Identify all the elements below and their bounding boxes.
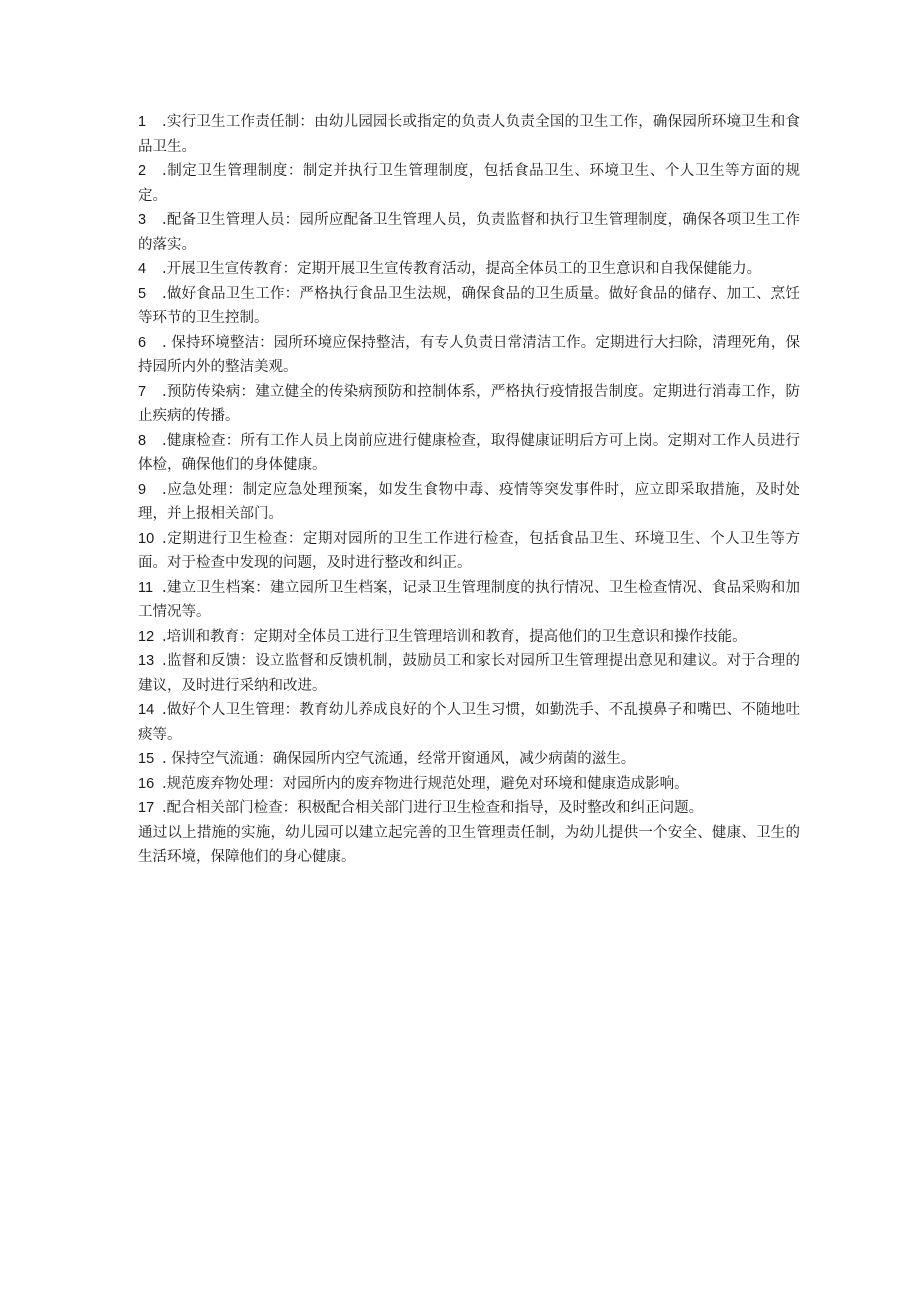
item-text: .监督和反馈：设立监督和反馈机制，鼓励员工和家长对园所卫生管理提出意见和建议。对于合理的建议，及时进行采纳和改进。: [138, 653, 800, 694]
item-text: .制定卫生管理制度：制定并执行卫生管理制度，包括食品卫生、环境卫生、个人卫生等方面的规定。: [138, 163, 800, 204]
item-text: .预防传染病：建立健全的传染病预防和控制体系，严格执行疫情报告制度。定期进行消毒工作，防止疾病的传播。: [138, 383, 800, 424]
item-number: 12: [138, 628, 155, 645]
item-number: 4: [138, 261, 147, 277]
item-text: .实行卫生工作责任制：由幼儿园园长或指定的负责人负责全国的卫生工作，确保园所环境卫生和食品卫生。: [138, 114, 800, 155]
item-text: .做好食品卫生工作：严格执行食品卫生法规，确保食品的卫生质量。做好食品的储存、加工、烹饪等环节的卫生控制。: [138, 285, 800, 326]
list-item: [138, 747, 800, 772]
list-item: [138, 331, 800, 380]
list-item: [138, 208, 800, 257]
item-text: .配合相关部门检查：积极配合相关部门进行卫生检查和指导，及时整改和纠正问题。: [162, 800, 704, 816]
item-number: 7: [138, 383, 147, 400]
document-body: [138, 110, 800, 870]
item-number: 13: [138, 653, 155, 669]
item-number: 6: [138, 334, 147, 351]
list-item: [138, 429, 800, 478]
item-number: 5: [138, 285, 147, 302]
list-item: [138, 110, 800, 159]
list-item: [138, 796, 800, 821]
item-number: 15: [138, 751, 155, 767]
item-number: 14: [138, 702, 155, 718]
list-item: [138, 380, 800, 429]
item-text: .开展卫生宣传教育：定期开展卫生宣传教育活动，提高全体员工的卫生意识和自我保健能力。: [162, 261, 762, 277]
item-text: .配备卫生管理人员：园所应配备卫生管理人员，负责监督和执行卫生管理制度，确保各项卫生工作的落实。: [138, 212, 800, 253]
item-number: 10: [138, 530, 155, 547]
item-number: 1: [138, 114, 147, 130]
list-item: [138, 698, 800, 747]
list-item: [138, 257, 800, 282]
item-text: .健康检查：所有工作人员上岗前应进行健康检查，取得健康证明后方可上岗。定期对工作人员进行体检，确保他们的身体健康。: [138, 432, 800, 473]
item-text: .培训和教育：定期对全体员工进行卫生管理培训和教育，提高他们的卫生意识和操作技能。: [162, 628, 747, 645]
list-item: [138, 625, 800, 650]
conclusion-paragraph: 通过以上措施的实施，幼儿园可以建立起完善的卫生管理责任制，为幼儿提供一个安全、健康、卫生的生活环境，保障他们的身心健康。: [138, 824, 800, 865]
item-number: 8: [138, 432, 147, 449]
item-number: 3: [138, 212, 147, 228]
list-item: [138, 576, 800, 625]
item-text: .规范废弃物处理：对园所内的废弃物进行规范处理，避免对环境和健康造成影响。: [162, 775, 689, 792]
item-number: 17: [138, 800, 155, 816]
item-number: 11: [138, 579, 154, 596]
list-item: [138, 478, 800, 527]
item-text: .应急处理：制定应急处理预案，如发生食物中毒、疫情等突发事件时，应立即采取措施，及时处理，并上报相关部门。: [138, 481, 800, 522]
item-number: 2: [138, 163, 147, 179]
item-text: . 保持环境整洁：园所环境应保持整洁，有专人负责日常清洁工作。定期进行大扫除，清理死角，保持园所内外的整洁美观。: [138, 334, 800, 375]
item-text: .定期进行卫生检查：定期对园所的卫生工作进行检查，包括食品卫生、环境卫生、个人卫生等方面。对于检查中发现的问题，及时进行整改和纠正。: [138, 530, 800, 571]
list-item: [138, 282, 800, 331]
list-item: [138, 527, 800, 576]
item-text: .建立卫生档案：建立园所卫生档案，记录卫生管理制度的执行情况、卫生检查情况、食品采购和加工情况等。: [138, 579, 800, 620]
item-text: . 保持空气流通：确保园所内空气流通，经常开窗通风，减少病菌的滋生。: [162, 751, 636, 767]
item-number: 16: [138, 775, 155, 792]
list-item: [138, 649, 800, 698]
item-text: .做好个人卫生管理：教育幼儿养成良好的个人卫生习惯，如勤洗手、不乱摸鼻子和嘴巴、不随地吐痰等。: [138, 702, 800, 743]
list-item: [138, 159, 800, 208]
item-number: 9: [138, 481, 147, 498]
list-item: [138, 772, 800, 797]
